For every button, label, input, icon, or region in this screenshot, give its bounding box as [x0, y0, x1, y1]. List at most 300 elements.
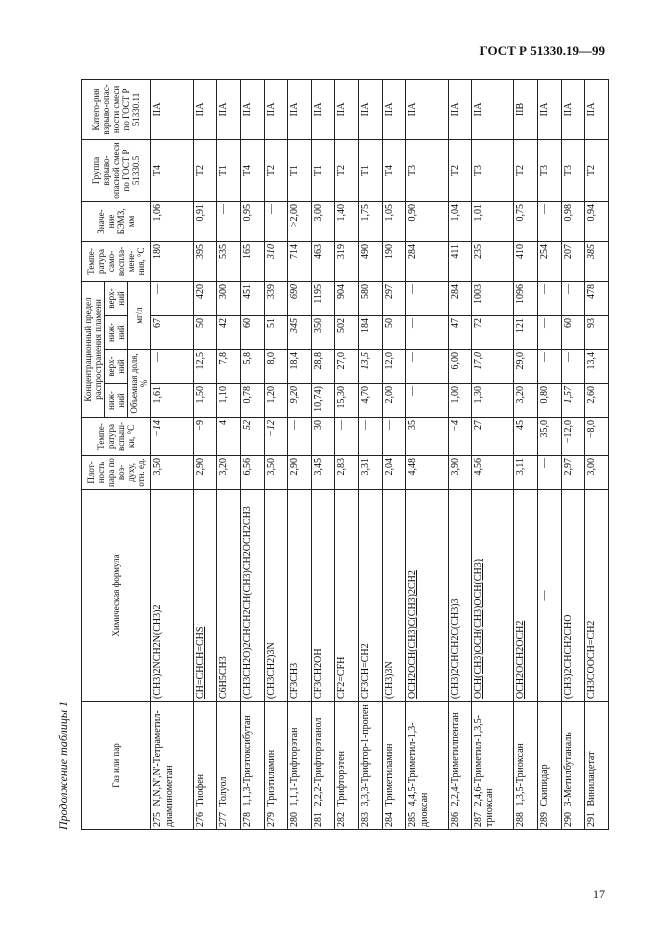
- chemical-formula-text: OCH2OCH2OCH2: [515, 620, 527, 699]
- beem-value-text: 1,06: [152, 203, 164, 222]
- upper-volume-value-text: 13,5: [360, 352, 372, 370]
- lower-volume-value: [335, 384, 359, 418]
- row-number: 275: [152, 812, 164, 827]
- upper-volume-value: [406, 350, 448, 384]
- beem-value: [472, 201, 514, 241]
- beem-value: [311, 201, 335, 241]
- flash-point-value-text: —: [336, 420, 348, 430]
- autoignition-value-text: 207: [562, 243, 574, 259]
- upper-volume-value-text: 8,0: [265, 352, 277, 365]
- lower-mass-value: [382, 316, 406, 350]
- rotated-table-container: [81, 80, 609, 830]
- upper-volume-value: [472, 350, 514, 384]
- category-value-text: IIA: [562, 102, 574, 117]
- lower-mass-value: [240, 316, 264, 350]
- row-number: 285: [407, 812, 419, 827]
- chemical-formula: [217, 490, 241, 702]
- category-value: [514, 79, 538, 139]
- row-number: 282: [336, 812, 348, 827]
- header-concentration-limits: Концентрационный предел распространения пламени: [82, 281, 105, 417]
- category-value-text: IIA: [152, 102, 164, 117]
- row-number: 281: [312, 812, 324, 827]
- autoignition-value: [151, 241, 193, 281]
- lower-mass-value: [561, 316, 585, 350]
- category-value: [359, 79, 383, 139]
- beem-value-text: 1,01: [473, 203, 485, 222]
- gas-name-text: Тиофен: [194, 774, 206, 807]
- upper-mass-value: [406, 281, 448, 315]
- group-value: [514, 139, 538, 201]
- autoignition-value-text: 411: [449, 243, 461, 259]
- category-value-text: IIA: [407, 102, 419, 117]
- beem-value: [359, 201, 383, 241]
- beem-value-text: 0,98: [562, 203, 574, 222]
- flash-point-value-text: 35: [407, 420, 419, 430]
- header-density: Плот-ность пара по воз-духу, отн. ед.: [82, 456, 151, 490]
- chemical-formula-text: CH=CHCH=CHS: [194, 626, 206, 699]
- lower-mass-value: [264, 316, 288, 350]
- table-row: [406, 79, 448, 829]
- autoignition-value-text: 190: [383, 243, 395, 259]
- density-value: [311, 456, 335, 490]
- chemical-formula-text: —: [539, 590, 551, 601]
- lower-mass-value: [151, 316, 193, 350]
- upper-volume-value-text: 28,8: [312, 352, 324, 370]
- upper-mass-value-text: 339: [265, 283, 277, 299]
- group-value: [472, 139, 514, 201]
- flash-point-value-text: 52: [241, 420, 253, 430]
- upper-mass-value-text: —: [539, 283, 551, 294]
- lower-mass-value-text: 72: [473, 318, 485, 328]
- beem-value-text: 0,95: [241, 203, 253, 222]
- gas-name: [335, 702, 359, 830]
- upper-volume-value-text: 13,4: [586, 352, 598, 370]
- flash-point-value-text: —: [289, 420, 301, 430]
- lower-mass-value-text: 51: [265, 318, 277, 328]
- gas-name: [264, 702, 288, 830]
- lower-mass-value-text: 50: [194, 318, 206, 328]
- group-value: [585, 139, 609, 201]
- flash-point-value: [311, 418, 335, 456]
- density-value-text: 3,50: [152, 458, 164, 476]
- row-number: 291: [586, 812, 598, 827]
- chemical-formula: [514, 490, 538, 702]
- autoignition-value: [406, 241, 448, 281]
- upper-volume-value: [240, 350, 264, 384]
- table-row: [311, 79, 335, 829]
- density-value-text: 6,56: [241, 458, 253, 476]
- density-value-text: 3,11: [515, 458, 527, 476]
- group-value-text: T4: [152, 164, 164, 177]
- beem-value: [193, 201, 217, 241]
- group-value-text: T3: [539, 164, 551, 177]
- row-number: 284: [383, 812, 395, 827]
- beem-value-text: 0,75: [515, 203, 527, 222]
- upper-mass-value: [382, 281, 406, 315]
- table-row: [561, 79, 585, 829]
- autoignition-value-text: 235: [473, 243, 485, 259]
- beem-value: [335, 201, 359, 241]
- upper-volume-value: [585, 350, 609, 384]
- lower-mass-value: [514, 316, 538, 350]
- header-category: Катего-рия взрыво-опас-ности смеси по ГОСТ Р 51330.11: [82, 79, 151, 139]
- beem-value-text: 3,00: [312, 203, 324, 222]
- group-value: [406, 139, 448, 201]
- density-value-text: 2,83: [336, 458, 348, 476]
- lower-volume-value-text: 3,20: [515, 386, 527, 404]
- lower-mass-value-text: 67: [152, 318, 164, 328]
- chemical-formula-text: CF3CH2OH: [312, 648, 324, 699]
- category-value: [335, 79, 359, 139]
- lower-volume-value: [514, 384, 538, 418]
- chemical-formula: [335, 490, 359, 702]
- density-value: [335, 456, 359, 490]
- lower-volume-value-text: 2,00: [383, 386, 395, 404]
- chemical-formula: [406, 490, 448, 702]
- header-upper-volume: верх-ний: [105, 350, 128, 384]
- gas-name-text: Винилацетат: [586, 751, 598, 807]
- density-value-text: 4,56: [473, 458, 485, 476]
- upper-volume-value: [448, 350, 472, 384]
- lower-volume-value: [264, 384, 288, 418]
- lower-volume-value-text: 1,57: [562, 386, 574, 404]
- flash-point-value-text: 27: [473, 420, 485, 430]
- group-value: [382, 139, 406, 201]
- upper-volume-value: [538, 350, 562, 384]
- upper-volume-value-text: 5,8: [241, 352, 253, 365]
- category-value: [561, 79, 585, 139]
- density-value: [264, 456, 288, 490]
- category-value: [264, 79, 288, 139]
- gas-name-text: 1,1,3-Триэтоксибутан: [241, 715, 253, 807]
- autoignition-value: [359, 241, 383, 281]
- lower-volume-value: [311, 384, 335, 418]
- autoignition-value: [382, 241, 406, 281]
- lower-mass-value-text: 42: [218, 318, 230, 328]
- upper-volume-value-text: 29,0: [515, 352, 527, 370]
- row-number: 287: [473, 812, 485, 827]
- lower-volume-value: [359, 384, 383, 418]
- chemical-formula: [359, 490, 383, 702]
- lower-volume-value-text: 1,30: [473, 386, 485, 404]
- autoignition-value-text: 535: [218, 243, 230, 259]
- gas-name-text: Толуол: [218, 776, 230, 807]
- upper-volume-value-text: 7,8: [218, 352, 230, 365]
- upper-volume-value-text: 6,00: [449, 352, 461, 370]
- category-value: [288, 79, 312, 139]
- autoignition-value: [585, 241, 609, 281]
- autoignition-value-text: 395: [194, 243, 206, 259]
- density-value-text: 2,04: [383, 458, 395, 476]
- lower-mass-value-text: —: [539, 318, 551, 328]
- beem-value: [382, 201, 406, 241]
- upper-mass-value: [359, 281, 383, 315]
- lower-volume-value-text: 1,61: [152, 386, 164, 404]
- lower-mass-value-text: —: [407, 318, 419, 328]
- header-flash-point: Темпе-ратура вспыш-ки, °С: [82, 418, 151, 456]
- lower-volume-value: [382, 384, 406, 418]
- density-value-text: 3,45: [312, 458, 324, 476]
- lower-volume-value: [240, 384, 264, 418]
- flash-point-value-text: −8,0: [586, 420, 598, 439]
- lower-volume-value-text: 9,20: [289, 386, 301, 404]
- gas-name: [151, 702, 193, 830]
- lower-volume-value: [151, 384, 193, 418]
- gas-properties-table: [81, 79, 609, 830]
- chemical-formula: [448, 490, 472, 702]
- beem-value: [561, 201, 585, 241]
- category-value-text: IIA: [218, 102, 230, 117]
- lower-mass-value-text: 60: [562, 318, 574, 328]
- upper-volume-value-text: —: [539, 352, 551, 362]
- upper-volume-value: [217, 350, 241, 384]
- beem-value: [514, 201, 538, 241]
- beem-value-text: 1,40: [336, 203, 348, 222]
- chemical-formula: [264, 490, 288, 702]
- upper-mass-value-text: —: [407, 283, 419, 294]
- lower-mass-value: [448, 316, 472, 350]
- upper-volume-value-text: —: [152, 352, 164, 362]
- flash-point-value-text: 35,0: [539, 420, 551, 438]
- gas-name-text: N,N,N',N'-Тетраметил-диаминометан: [152, 710, 175, 827]
- group-value-text: T1: [360, 164, 372, 177]
- group-value: [151, 139, 193, 201]
- flash-point-value: [264, 418, 288, 456]
- upper-volume-value: [288, 350, 312, 384]
- autoignition-value: [217, 241, 241, 281]
- autoignition-value: [311, 241, 335, 281]
- density-value: [151, 456, 193, 490]
- density-value: [406, 456, 448, 490]
- header-group: Группа взрыво-опасной смеси по ГОСТ Р 51330.5: [82, 139, 151, 201]
- header-beem: Значе-ние БЭМЗ, мм: [82, 201, 151, 241]
- lower-mass-value-text: 93: [586, 318, 598, 328]
- lower-volume-value: [288, 384, 312, 418]
- density-value: [193, 456, 217, 490]
- beem-value-text: 0,94: [586, 203, 598, 222]
- chemical-formula: [561, 490, 585, 702]
- beem-value-text: —: [265, 203, 277, 214]
- gas-name-text: 2,2,4-Триметилпентан: [449, 712, 461, 807]
- beem-value-text: —: [539, 203, 551, 214]
- beem-value: [264, 201, 288, 241]
- table-row: [193, 79, 217, 829]
- beem-value-text: 1,75: [360, 203, 372, 222]
- chemical-formula-text: CF3CH=CH2: [360, 643, 372, 699]
- density-value-text: 3,50: [265, 458, 277, 476]
- chemical-formula: [311, 490, 335, 702]
- row-number: 280: [289, 812, 301, 827]
- upper-mass-value: [288, 281, 312, 315]
- category-value-text: IIA: [449, 102, 461, 117]
- beem-value-text: 0,90: [407, 203, 419, 222]
- lower-volume-value-text: —: [407, 386, 419, 396]
- lower-mass-value-text: 345: [289, 318, 301, 333]
- gas-name-text: 1,1,1-Трифторэтан: [289, 727, 301, 807]
- upper-mass-value-text: 420: [194, 283, 206, 299]
- gas-name: [585, 702, 609, 830]
- flash-point-value-text: —: [360, 420, 372, 430]
- group-value-text: T2: [449, 164, 461, 177]
- upper-volume-value-text: 12,5: [194, 352, 206, 370]
- density-value-text: 2,97: [562, 458, 574, 476]
- table-row: [217, 79, 241, 829]
- upper-volume-value-text: 17,0: [473, 352, 485, 370]
- autoignition-value-text: 310: [265, 243, 277, 259]
- density-value: [359, 456, 383, 490]
- autoignition-value-text: 254: [539, 243, 551, 259]
- autoignition-value-text: 180: [152, 243, 164, 259]
- gas-name: [472, 702, 514, 830]
- category-value-text: IIA: [360, 102, 372, 117]
- table-row: [335, 79, 359, 829]
- upper-mass-value: [472, 281, 514, 315]
- chemical-formula-text: OCH(CH3)OCH(CH3)OCH(CH3): [473, 559, 485, 699]
- lower-mass-value: [335, 316, 359, 350]
- group-value: [335, 139, 359, 201]
- lower-volume-value-text: 4,70: [360, 386, 372, 404]
- upper-volume-value: [311, 350, 335, 384]
- header-lower-mass: ниж-ний: [105, 316, 128, 350]
- header-gas: Газ или пар: [82, 702, 151, 830]
- chemical-formula: [585, 490, 609, 702]
- category-value-text: IIA: [289, 102, 301, 117]
- table-row: [585, 79, 609, 829]
- density-value: [240, 456, 264, 490]
- lower-volume-value-text: 2,60: [586, 386, 598, 404]
- chemical-formula-text: (CH3CH2)3N: [265, 642, 277, 699]
- category-value: [382, 79, 406, 139]
- upper-mass-value: [514, 281, 538, 315]
- lower-volume-value-text: 0,80: [539, 386, 551, 404]
- upper-volume-value: [335, 350, 359, 384]
- beem-value: [448, 201, 472, 241]
- flash-point-value: [288, 418, 312, 456]
- chemical-formula: [151, 490, 193, 702]
- chemical-formula-text: (CH3)2CHCH2CHO: [562, 614, 574, 699]
- category-value: [217, 79, 241, 139]
- category-value-text: IIA: [241, 102, 253, 117]
- lower-volume-value: [217, 384, 241, 418]
- autoignition-value: [335, 241, 359, 281]
- chemical-formula: [472, 490, 514, 702]
- group-value-text: T2: [336, 164, 348, 177]
- group-value-text: T1: [289, 164, 301, 177]
- lower-mass-value: [406, 316, 448, 350]
- group-value-text: T2: [194, 164, 206, 177]
- autoignition-value-text: 463: [312, 243, 324, 259]
- lower-mass-value: [538, 316, 562, 350]
- chemical-formula: [538, 490, 562, 702]
- flash-point-value: [448, 418, 472, 456]
- table-row: [448, 79, 472, 829]
- upper-mass-value: [264, 281, 288, 315]
- header-autoignition: Темпе-ратура само-воспла-мене-ния, °С: [82, 241, 151, 281]
- chemical-formula: [382, 490, 406, 702]
- table-row: [382, 79, 406, 829]
- upper-mass-value: [561, 281, 585, 315]
- group-value: [217, 139, 241, 201]
- autoignition-value: [514, 241, 538, 281]
- autoignition-value: [538, 241, 562, 281]
- upper-volume-value: [561, 350, 585, 384]
- lower-volume-value-text: 0,78: [241, 386, 253, 404]
- lower-mass-value-text: 350: [312, 318, 324, 333]
- group-value: [240, 139, 264, 201]
- row-number: 279: [265, 812, 277, 827]
- flash-point-value: [359, 418, 383, 456]
- density-value: [288, 456, 312, 490]
- upper-mass-value-text: 1195: [312, 283, 324, 304]
- autoignition-value: [193, 241, 217, 281]
- flash-point-value-text: −4: [449, 420, 461, 432]
- upper-mass-value-text: 284: [449, 283, 461, 299]
- upper-mass-value: [217, 281, 241, 315]
- upper-volume-value-text: 18,4: [289, 352, 301, 370]
- upper-mass-value-text: 297: [383, 283, 395, 299]
- flash-point-value: [151, 418, 193, 456]
- beem-value: [288, 201, 312, 241]
- density-value-text: 3,90: [449, 458, 461, 476]
- lower-volume-value-text: 1,20: [265, 386, 277, 404]
- upper-volume-value-text: 27,0: [336, 352, 348, 370]
- gas-name: [514, 702, 538, 830]
- flash-point-value: [538, 418, 562, 456]
- lower-mass-value-text: 60: [241, 318, 253, 328]
- gas-name-text: Триэтиламин: [265, 749, 277, 807]
- group-value: [561, 139, 585, 201]
- beem-value-text: —: [218, 203, 230, 214]
- lower-volume-value: [585, 384, 609, 418]
- row-number: 283: [360, 812, 372, 827]
- beem-value: [585, 201, 609, 241]
- density-value-text: 2,90: [194, 458, 206, 476]
- gas-name-text: Триметиламин: [383, 743, 395, 807]
- group-value-text: T3: [562, 164, 574, 177]
- chemical-formula-text: CF2=CFH: [336, 656, 348, 699]
- standard-number: ГОСТ Р 51330.19—99: [479, 43, 605, 58]
- category-value: [151, 79, 193, 139]
- header-formula: Химическая формула: [82, 490, 151, 702]
- group-value-text: T4: [241, 164, 253, 177]
- autoignition-value: [448, 241, 472, 281]
- autoignition-value-text: 410: [515, 243, 527, 259]
- table-row: [288, 79, 312, 829]
- group-value: [288, 139, 312, 201]
- group-value-text: T1: [312, 164, 324, 177]
- flash-point-value: [472, 418, 514, 456]
- table-row: [538, 79, 562, 829]
- upper-mass-value: [193, 281, 217, 315]
- flash-point-value-text: −14: [152, 420, 164, 437]
- group-value: [448, 139, 472, 201]
- chemical-formula: [193, 490, 217, 702]
- gas-name: [406, 702, 448, 830]
- upper-mass-value-text: 451: [241, 283, 253, 299]
- category-value-text: IIA: [336, 102, 348, 117]
- group-value-text: T3: [473, 164, 485, 177]
- group-value: [193, 139, 217, 201]
- row-number: 277: [218, 812, 230, 827]
- category-value-text: IIA: [473, 102, 485, 117]
- chemical-formula-text: C6H5CH3: [218, 656, 230, 699]
- gas-name-text: 3,3,3-Трифтор-1-пропен: [360, 704, 372, 807]
- upper-mass-value-text: 1096: [515, 283, 527, 304]
- category-value: [311, 79, 335, 139]
- density-value: [217, 456, 241, 490]
- autoignition-value: [240, 241, 264, 281]
- autoignition-value: [288, 241, 312, 281]
